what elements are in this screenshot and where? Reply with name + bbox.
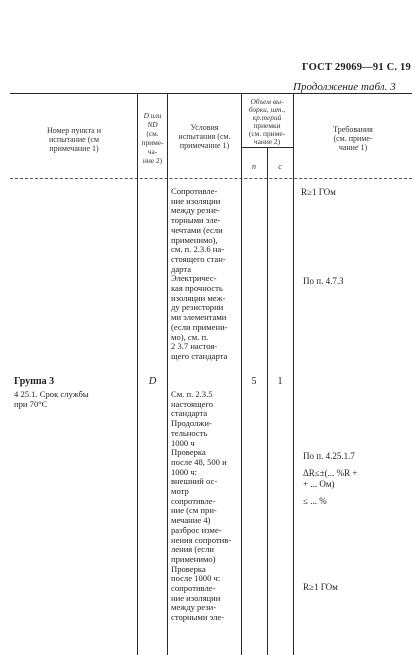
group-requirement-spread: ≤ ... % [303,496,327,506]
col-divider-5 [293,93,294,655]
header-conditions: Условия испытания (см. примечание 1) [178,123,231,151]
header-sample-size: Объем вы- борки, шт., кр.терий приемки (см. приме- чание 2) [248,97,286,146]
col-divider-2 [167,93,168,655]
col-divider-4 [267,147,268,655]
group-conditions: См. п. 2.3.5 настоящего стандарта Продолжи- тельность 1000 ч Проверка после 48, 500 и 1000 ч: внешний ос- мотр сопротивле- ние (см при- мечание 4) разброс изме- нения сопротив- ления (если применимо) Проверка после 1000 ч: сопротивле- ние изоляции между рези- сторными эле- [171,389,232,623]
row1-requirement-ref: По п. 4.7.3 [303,276,344,286]
header-bottom-rule [10,178,412,179]
header-item: Номер пункта и испытание (см примечание 1) [46,126,101,154]
group-dnd: D [148,376,157,387]
row1-conditions: Сопротивле- ние изоляции между резне- торными эле- чечтами (если применимо), см. п. 2.3.6 на- стоящего стан- дарта Электричес- кая прочность изоляции меж- ду резисторни ми элементами (если примени- мо), см. п. 2 3.7 настоя- щего стандарта [171,186,228,361]
group-requirement-deviation-cont: + ... Ом) [303,479,335,489]
table-continuation-label: Продолжение табл. 3 [293,81,396,93]
header-requirements: Требования (см. приме- чание 1) [333,125,373,153]
table-top-rule [10,93,412,94]
group-requirement-ref: По п. 4.25.1.7 [303,451,355,461]
header-c: c [278,162,282,171]
row1-requirement-resistance: R≥1 ГОм [301,187,336,197]
group-item: 4 25.1. Срок службы при 70°С [14,389,89,409]
group-c: 1 [277,376,283,387]
group-title: Группа 3 [14,376,55,387]
header-dnd: D или ND (см. приме- ча- ние 2) [141,111,164,165]
group-n: 5 [251,376,257,387]
page-header: ГОСТ 29069—91 С. 19 [302,62,411,73]
header-n: n [252,162,256,171]
col-divider-3 [241,93,242,655]
col-divider-1 [137,93,138,655]
group-requirement-deviation: ΔR≤±(... %R + [303,468,358,478]
group-requirement-insulation: R≥1 ГОм [303,582,338,592]
